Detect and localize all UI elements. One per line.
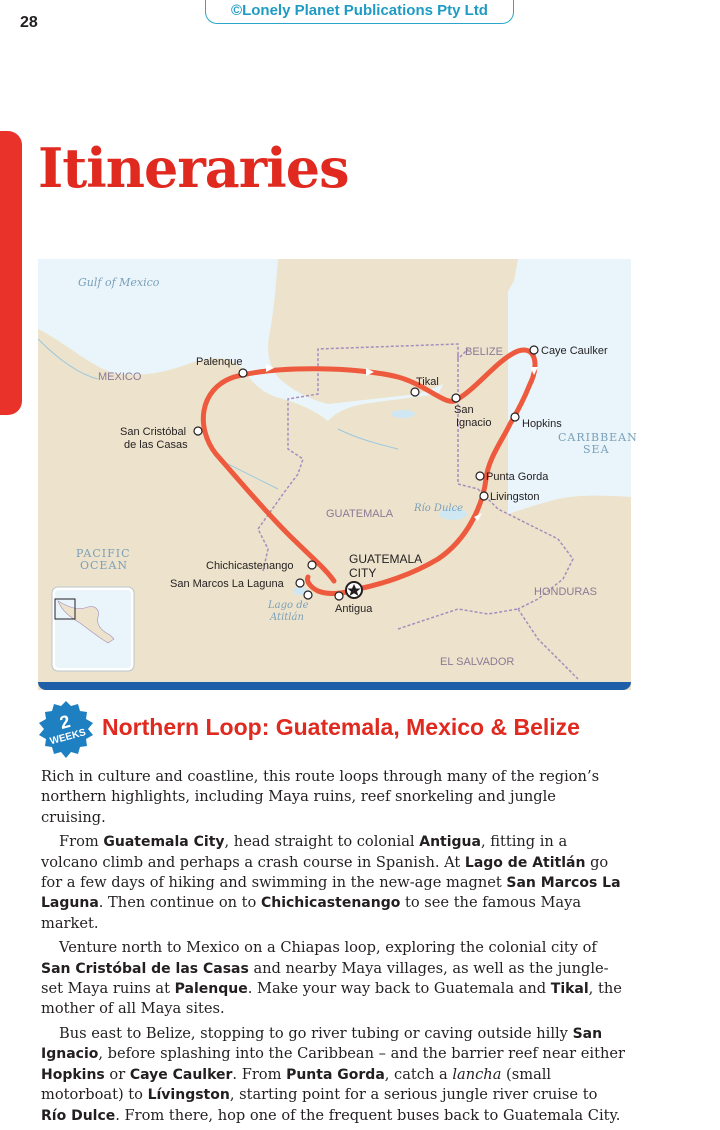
guatemala-label: GUATEMALA (326, 508, 394, 520)
page-title: Itineraries (38, 136, 349, 200)
rio-dulce-label: Río Dulce (414, 503, 464, 514)
itinerary-description (41, 767, 625, 1130)
san-cristobal-label-2: de las Casas (124, 439, 188, 451)
chapter-tab (0, 131, 22, 415)
itinerary-map (38, 259, 638, 690)
paragraph-intro: Rich in culture and coastline, this route loops through many of the region’s northern highlights, including Maya ruins, reef snorkeling and jungle cruising. (41, 768, 600, 826)
capital-star-icon (346, 582, 362, 598)
page-number: 28 (20, 14, 38, 31)
pacific-ocean-label-2: OCEAN (80, 559, 129, 572)
paragraph-belize: Bus east to Belize, stopping to go river tubing or caving outside hilly San Ignacio, before splashing into the Caribbean – and the barrier reef near either Hopkins or Caye Caulker. From Punta Gorda, catch a lancha (small motorboat) to Lívingston, starting point for a serious jungle river cruise to Río Dulce. From there, hop one of the frequent buses back to Guatemala City. (41, 1024, 625, 1124)
lago-atitlan-label-2: Atitlán (270, 612, 304, 623)
badge-unit: WEEKS (48, 727, 88, 748)
san-ignacio-label-2: Ignacio (456, 417, 492, 429)
map-bottom-bar (38, 682, 631, 690)
locator-inset (52, 587, 134, 671)
san-ignacio-label-1: San (454, 404, 474, 416)
caribbean-sea-label-2: SEA (583, 443, 610, 456)
publisher-credit: ©Lonely Planet Publications Pty Ltd (205, 0, 514, 24)
antigua-label: Antigua (335, 603, 373, 615)
pacific-ocean-label-1: PACIFIC (76, 547, 131, 560)
paragraph-mexico: Venture north to Mexico on a Chiapas loop, exploring the colonial city of San Cristóbal de las Casas and nearby Maya villages, as well as the jungle-set Maya ruins at Palenque. Make your way back to Guatemala and Tikal, the mother of all Maya sites. (41, 939, 622, 1018)
hopkins-label: Hopkins (522, 418, 562, 430)
punta-gorda-label: Punta Gorda (486, 471, 549, 483)
lake-peten (391, 410, 415, 418)
tikal-label: Tikal (416, 376, 439, 388)
mexico-label: MEXICO (98, 371, 142, 383)
marker-punta-gorda (476, 472, 484, 480)
marker-chichicastenango (308, 561, 316, 569)
caribbean-sea-label-1: CARIBBEAN (558, 431, 638, 444)
chichicastenango-label: Chichicastenango (206, 560, 294, 572)
caye-caulker-label: Caye Caulker (541, 345, 608, 357)
el-salvador-label: EL SALVADOR (440, 656, 515, 668)
badge-number: 2 (57, 711, 73, 733)
guatemala-city-label-2: CITY (349, 566, 377, 580)
guatemala-city-label-1: GUATEMALA (349, 552, 423, 566)
san-cristobal-label-1: San Cristóbal (120, 426, 187, 438)
marker-tikal (411, 388, 419, 396)
marker-hopkins (511, 413, 519, 421)
marker-san-ignacio (452, 394, 460, 402)
section-heading: Northern Loop: Guatemala, Mexico & Belize (102, 714, 580, 740)
lago-atitlan-label-1: Lago de (268, 600, 309, 611)
marker-caye-caulker (530, 346, 538, 354)
marker-lake-atitlan (304, 591, 312, 599)
marker-san-marcos (296, 579, 304, 587)
paragraph-guatemala: From Guatemala City, head straight to colonial Antigua, fitting in a volcano climb and perhaps a crash course in Spanish. At Lago de Atitlán go for a few days of hiking and swimming in the new-age magnet San Marcos La Laguna. Then continue on to Chichicastenango to see the famous Maya market. (41, 833, 621, 932)
san-marcos-label: San Marcos La Laguna (170, 578, 284, 590)
honduras-label: HONDURAS (534, 586, 597, 598)
marker-palenque (239, 369, 247, 377)
marker-antigua (335, 592, 343, 600)
marker-livingston (480, 492, 488, 500)
livingston-label: Livingston (490, 491, 540, 503)
duration-badge (36, 700, 96, 760)
marker-san-cristobal (194, 427, 202, 435)
belize-label: BELIZE (465, 346, 503, 358)
palenque-label: Palenque (196, 356, 243, 368)
gulf-of-mexico-label: Gulf of Mexico (78, 276, 160, 289)
